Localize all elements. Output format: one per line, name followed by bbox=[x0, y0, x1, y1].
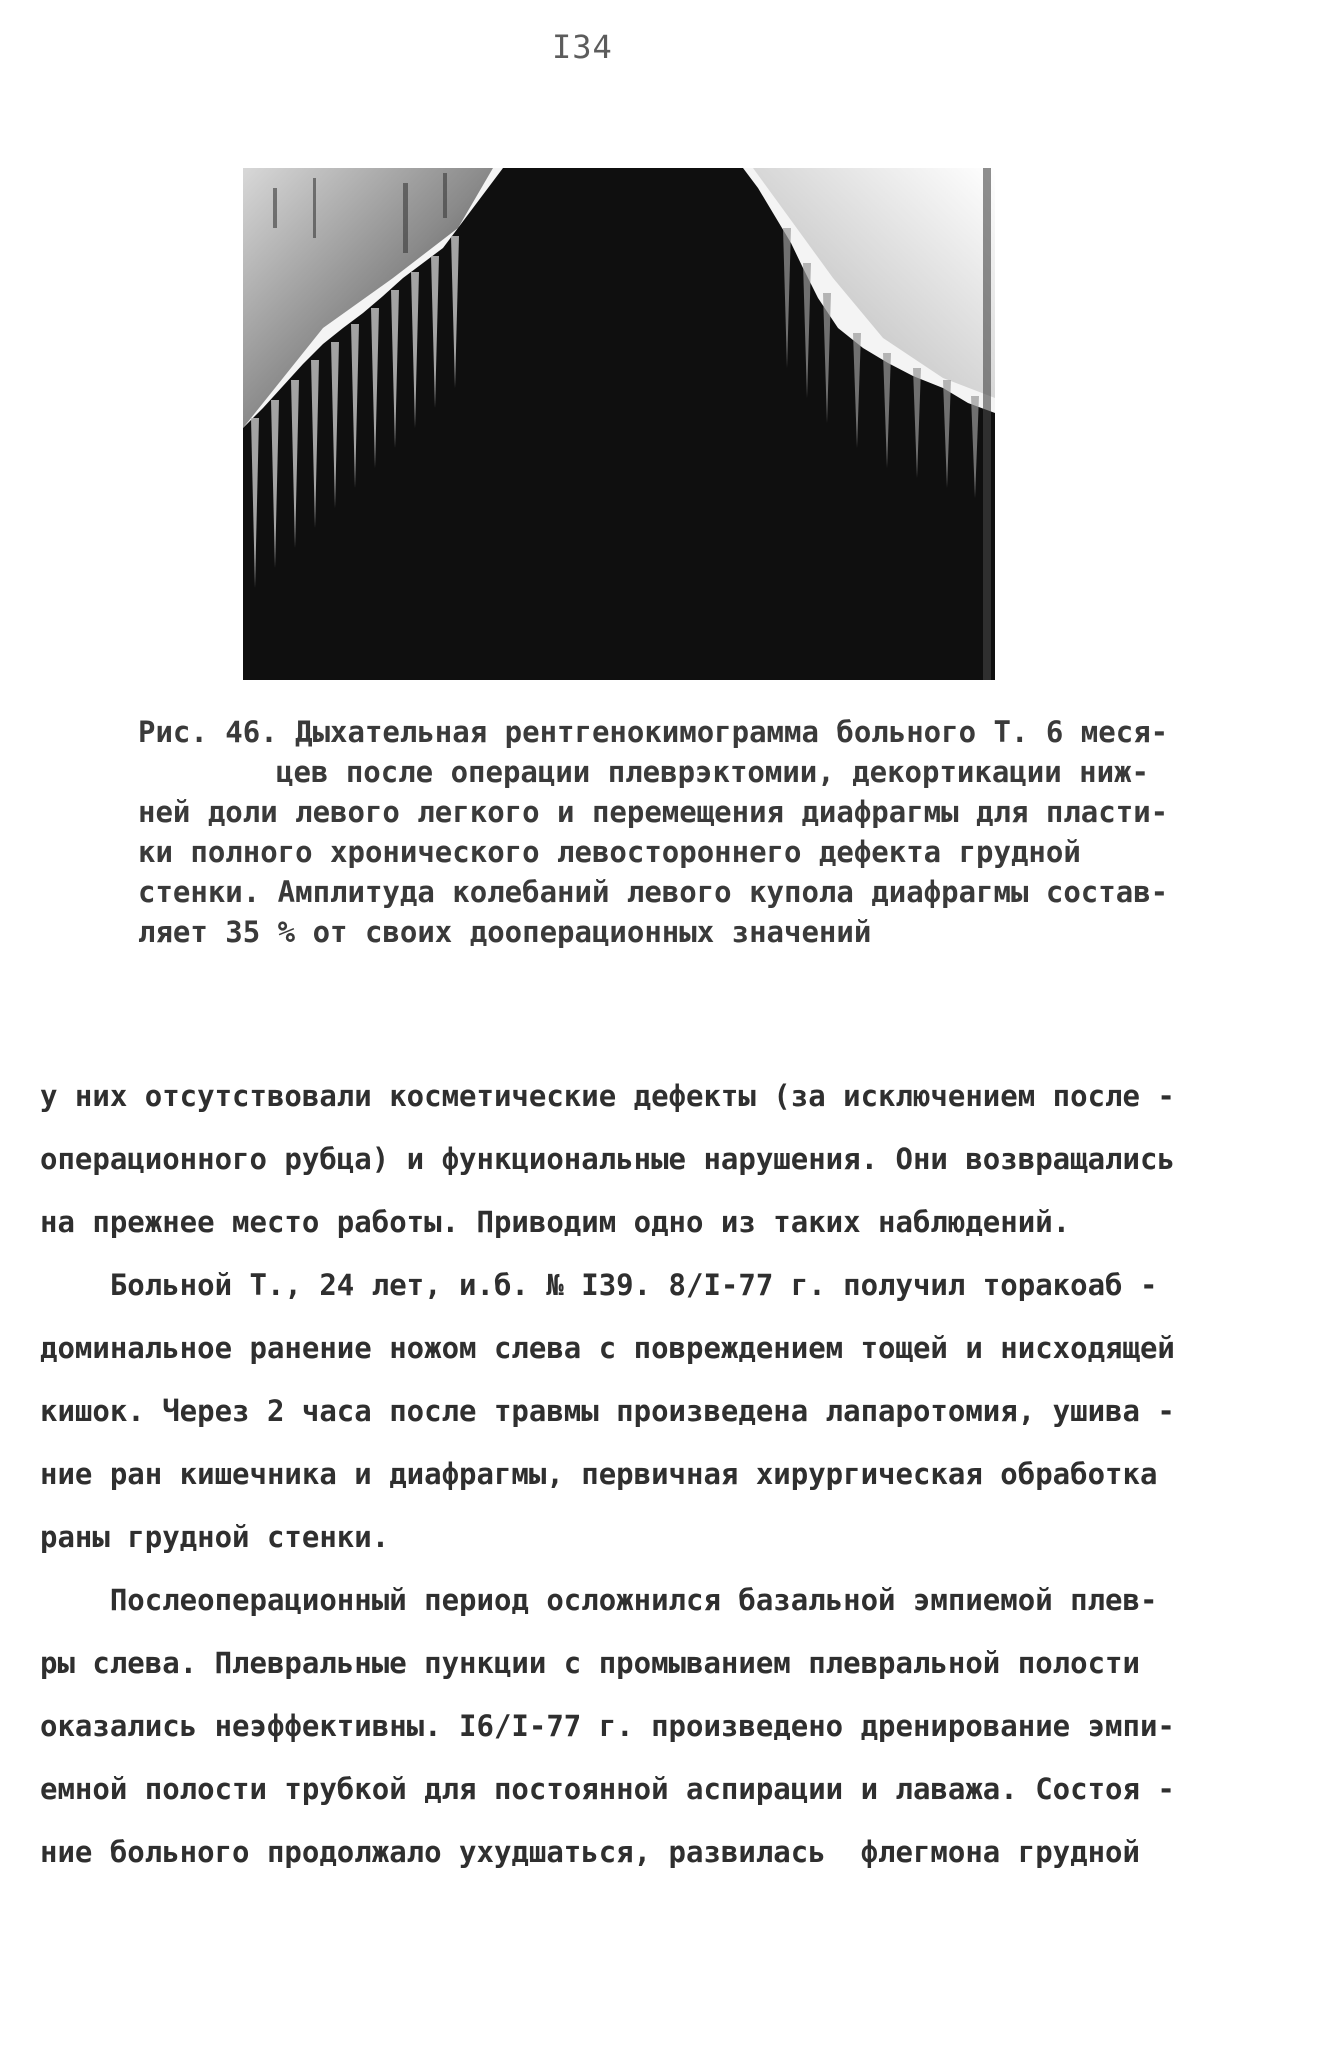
body-text bbox=[40, 1065, 1280, 1884]
body-line: Больной Т., 24 лет, и.б. № I39. 8/I-77 г. получил торакоаб - bbox=[40, 1268, 1158, 1302]
caption-line: цев после операции плеврэктомии, декортикации ниж- bbox=[276, 755, 1149, 789]
roentgenkymogram-figure bbox=[243, 168, 995, 680]
body-line: ние больного продолжало ухудшаться, развилась флегмона грудной bbox=[40, 1835, 1140, 1869]
body-line: операционного рубца) и функциональные нарушения. Они возвращались bbox=[40, 1142, 1175, 1176]
caption-line: ки полного хронического левостороннего дефекта грудной bbox=[138, 835, 1081, 869]
body-line: у них отсутствовали косметические дефекты (за исключением после - bbox=[40, 1079, 1175, 1113]
caption-line: ляет 35 % от своих дооперационных значений bbox=[138, 915, 872, 949]
body-line: кишок. Через 2 часа после травмы произведена лапаротомия, ушива - bbox=[40, 1394, 1175, 1428]
body-line: емной полости трубкой для постоянной аспирации и лаважа. Состоя - bbox=[40, 1772, 1175, 1806]
caption-line: Рис. 46. Дыхательная рентгенокимограмма больного Т. 6 меся- bbox=[138, 715, 1169, 749]
body-line: ние ран кишечника и диафрагмы, первичная хирургическая обработка bbox=[40, 1457, 1158, 1491]
roentgenkymogram-image bbox=[243, 168, 995, 680]
caption-line: стенки. Амплитуда колебаний левого купола диафрагмы состав- bbox=[138, 875, 1169, 909]
body-line: на прежнее место работы. Приводим одно из таких наблюдений. bbox=[40, 1205, 1071, 1239]
page-number: I34 bbox=[552, 28, 613, 66]
figure-caption bbox=[138, 712, 1248, 952]
body-line: доминальное ранение ножом слева с повреждением тощей и нисходящей bbox=[40, 1331, 1175, 1365]
caption-line: ней доли левого легкого и перемещения диафрагмы для пласти- bbox=[138, 795, 1169, 829]
body-line: оказались неэффективны. I6/I-77 г. произведено дренирование эмпи- bbox=[40, 1709, 1175, 1743]
body-line: Послеоперационный период осложнился базальной эмпиемой плев- bbox=[40, 1583, 1158, 1617]
body-line: ры слева. Плевральные пункции с промыванием плевральной полости bbox=[40, 1646, 1140, 1680]
body-line: раны грудной стенки. bbox=[40, 1520, 390, 1554]
